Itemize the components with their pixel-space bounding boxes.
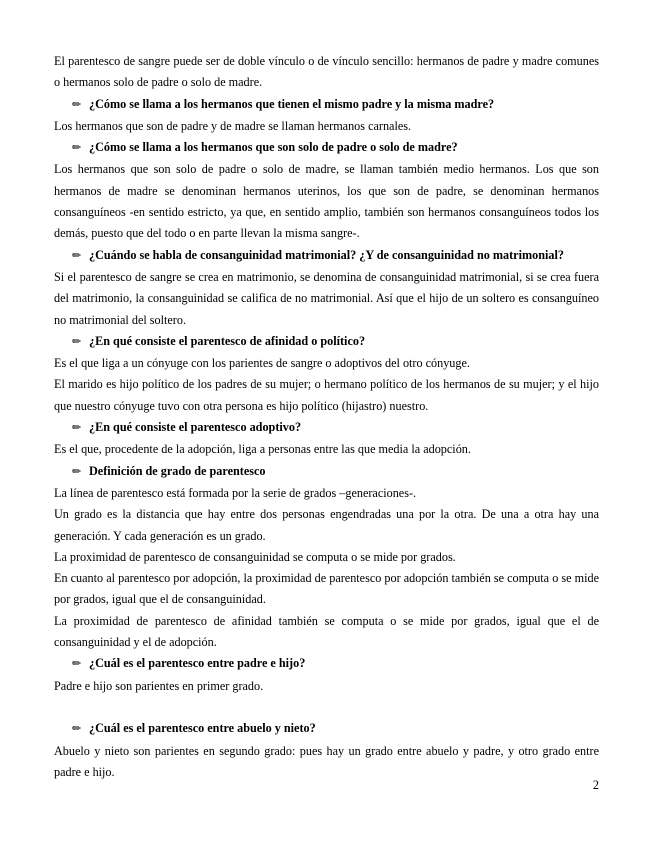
pencil-bullet-icon: ✏ (72, 723, 82, 736)
pencil-bullet-icon: ✏ (72, 465, 82, 478)
paragraph-answer: Abuelo y nieto son parientes en segundo grado: pues hay un grado entre abuelo y padre, y otro grado entre padre e hijo. (54, 743, 599, 779)
question-text: Definición de grado de parentesco (89, 463, 266, 478)
question-text: ¿Cuándo se habla de consanguinidad matrimonial? ¿Y de consanguinidad no matrimonial? (89, 247, 564, 262)
pencil-bullet-icon: ✏ (72, 249, 82, 262)
pencil-bullet-icon: ✏ (72, 658, 82, 671)
paragraph-answer: Es el que liga a un cónyuge con los parientes de sangre o adoptivos del otro cónyuge. (54, 356, 470, 371)
paragraph-answer: La proximidad de parentesco de afinidad también se computa o se mide por grados, igual que el de consanguinidad y el de adopción. (54, 613, 599, 650)
paragraph-answer: Padre e hijo son parientes en primer grado. (54, 678, 264, 693)
question-text: ¿Cuál es el parentesco entre padre e hijo? (89, 656, 306, 671)
question-text: ¿En qué consiste el parentesco de afinidad o político? (89, 333, 366, 348)
paragraph-answer: Es el que, procedente de la adopción, liga a personas entre las que media la adopción. (54, 442, 471, 457)
pencil-bullet-icon: ✏ (72, 335, 82, 348)
paragraph-answer: Los hermanos que son solo de padre o solo de madre, se llaman también medio hermanos. Los que son hermanos de madre se denominan hermanos uterinos, los que son de padre, se denominan hermanos consanguíneos -en sentido estricto, ya que, en sentido amplio, también son hermanos consanguíneos todos los demás, puesto que del todo o en parte llevan la misma sangre-. (54, 162, 599, 241)
pencil-bullet-icon: ✏ (72, 98, 82, 111)
paragraph-answer: Los hermanos que son de padre y de madre se llaman hermanos carnales. (54, 118, 412, 133)
page-number: 2 (592, 778, 599, 792)
pencil-bullet-icon: ✏ (72, 142, 82, 155)
paragraph-answer: Un grado es la distancia que hay entre dos personas engendradas una por la otra. De una a otra hay una generación. Y cada generación es un grado. (54, 507, 599, 543)
question-text: ¿Cómo se llama a los hermanos que son solo de padre o solo de madre? (89, 140, 458, 155)
question-text: ¿Cómo se llama a los hermanos que tienen el mismo padre y la misma madre? (89, 96, 495, 111)
paragraph-answer: La proximidad de parentesco de consanguinidad se computa o se mide por grados. (54, 549, 456, 564)
paragraph-intro: El parentesco de sangre puede ser de doble vínculo o de vínculo sencillo: hermanos de padre y madre comunes o hermanos solo de padre o solo de madre. (54, 54, 599, 90)
paragraph-answer: El marido es hijo político de los padres de su mujer; o hermano político de los hermanos de su mujer; y el hijo que nuestro cónyuge tuvo con otra persona es hijo político (hijastro) nuestro. (54, 377, 599, 413)
question-afinidad (54, 331, 599, 353)
question-adoptivo (54, 417, 599, 439)
paragraph-answer: La línea de parentesco está formada por la serie de grados –generaciones-. (54, 485, 417, 500)
paragraph-answer: En cuanto al parentesco por adopción, la proximidad de parentesco por adopción también se computa o se mide por grados, igual que el de consanguinidad. (54, 571, 599, 607)
heading-grado-parentesco (54, 461, 599, 483)
question-consanguinidad (54, 245, 599, 267)
question-text: ¿En qué consiste el parentesco adoptivo? (89, 420, 302, 435)
question-abuelo-nieto (54, 718, 599, 740)
question-text: ¿Cuál es el parentesco entre abuelo y nieto? (89, 721, 316, 736)
pencil-bullet-icon: ✏ (72, 422, 82, 435)
question-padre-hijo (54, 653, 599, 675)
question-medio-hermanos (54, 137, 599, 159)
blank-line (54, 697, 599, 718)
question-hermanos-carnales (54, 94, 599, 116)
paragraph-answer: Si el parentesco de sangre se crea en matrimonio, se denomina de consanguinidad matrimonial, si se crea fuera del matrimonio, la consanguinidad se califica de no matrimonial. Así que el hijo de un soltero es consanguíneo no matrimonial del soltero. (54, 269, 599, 327)
